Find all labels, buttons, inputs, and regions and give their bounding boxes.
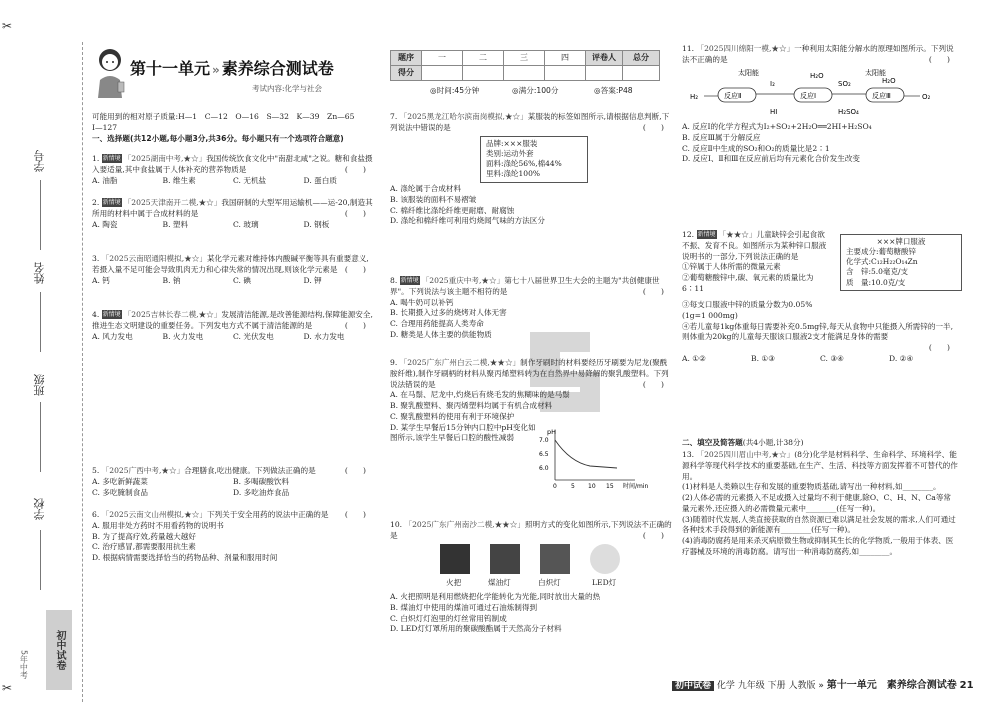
option-b[interactable]: B. 火力发电: [162, 331, 204, 341]
class-label: 班级: [33, 374, 46, 396]
scissors-icon: ✂: [2, 19, 13, 33]
option-a[interactable]: A. 多吃新鲜蔬菜: [92, 476, 148, 486]
new-situation-tag: 新情境: [697, 231, 716, 238]
answer-paren[interactable]: ( ): [344, 164, 366, 174]
score-cell[interactable]: [586, 66, 623, 81]
question-11-options: [682, 122, 958, 165]
question-11: 11. 「2025四川绵阳一模,★☆」一种利用太阳能分解水的原理如图所示。下列说法不正确的是 ( ): [682, 44, 954, 64]
option-d[interactable]: D. 反应Ⅰ、Ⅱ和Ⅲ在反应前后均有元素化合价发生改变: [682, 154, 861, 164]
question-source: 「2025四川绵阳一模,★☆」: [696, 44, 795, 53]
label-line: 品牌:×××服装: [486, 139, 538, 148]
question-source: 「2025天津南开二模,★☆」: [123, 198, 222, 207]
h2-label: H₂: [690, 93, 699, 101]
answer-paren[interactable]: ( ): [344, 320, 366, 330]
score-header-cell: 题序: [391, 51, 422, 66]
y-tick: 7.0: [539, 437, 549, 444]
option-d[interactable]: D. 多吃油炸食品: [233, 487, 290, 497]
option-a[interactable]: A. ①②: [682, 353, 706, 363]
score-header-cell: 评卷人: [586, 51, 623, 66]
sub-question-4[interactable]: (4)消毒防腐药是用来杀灭病原微生物或抑制其生长的化学物质,一般用于体表、医疗器械及环境的消毒防腐。请写出一种消毒防腐药,如________。: [682, 536, 954, 557]
y-axis-label: pH: [547, 428, 557, 436]
sub-question-3[interactable]: (3)随着时代发展,人类直接获取的自然资源已难以满足社会发展的需求,人们可通过各种技术手段得到的新能源有________(任写一种)。: [682, 514, 956, 535]
option-d[interactable]: D. 钢板: [303, 219, 330, 229]
statement-item: (1g=1 000mg): [682, 310, 738, 320]
y-tick: 6.0: [539, 465, 549, 472]
student-number-label: 学号: [33, 150, 46, 172]
statement-item: ②葡萄糖酸锌中,碳、氧元素的质量比为6∶11: [682, 273, 814, 293]
name-line: [40, 292, 41, 352]
label-line: 里料:涤纶100%: [486, 169, 540, 179]
image-caption: 火把: [446, 578, 462, 587]
option-a[interactable]: A. 涤纶属于合成材料: [390, 184, 462, 193]
page-title: 第十一单元 » 素养综合测试卷: [130, 59, 334, 78]
question-1: 1. 新情境 「2025湖南中考,★☆」我国传统饮食文化中"南甜北咸"之说。糖和食盐摄入要适量,其中食盐属于人体补充的营养物质是 ( ) A. 油脂 B. 维生素 C. 无机盐 D. 蛋白质: [92, 154, 373, 185]
option-b[interactable]: B. 长期摄入过多的烧烤对人体无害: [390, 308, 507, 318]
cut-line: [82, 42, 83, 702]
new-situation-tag: 新情境: [102, 199, 121, 206]
option-b[interactable]: B. 反应Ⅲ属于分解反应: [682, 132, 761, 142]
school-line: [40, 530, 41, 590]
answer-paren[interactable]: ( ): [642, 530, 664, 540]
question-text: 合理膳食,吃出健康。下列做法正确的是: [184, 466, 316, 475]
reaction-label: 反应Ⅱ: [724, 92, 742, 100]
name-label: 姓名: [33, 262, 46, 284]
question-7: 7. 「2025黑龙江哈尔滨南岗模拟,★☆」某服装的标签如图所示,请根据信息判断,下列说法中错误的是 ( ): [390, 112, 670, 132]
statement-item: ④若儿童每1kg体重每日需要补充0.5mg锌,每天从食物中只能摄入所需锌的一半,则体重为20kg的儿童每天服该口服液2支才能满足身体的需要: [682, 321, 954, 342]
i2-label: I₂: [770, 80, 775, 88]
question-9: 9. 「2025广东广州白云二模,★★☆」制作牙刷时的材料要经历牙刷要为尼龙(聚酰胺纤维),制作牙刷柄的材料从聚丙烯塑料转为在自然界中易降解的聚乳酸塑料。下列说法错误的是 ( ) A. 在马鬃、尼龙中,灼烧后有烧毛发的焦糊味的是马鬃 B. 聚乳酸塑料、聚丙烯塑料均属于有机合成材料 C. 聚乳酸塑料的使用有利于环境保护 D. 某学生早餐后15分钟内口腔中pH变化如图所示,该学生早餐后口腔的酸性减弱: [390, 358, 672, 444]
image-caption: 煤油灯: [488, 578, 511, 587]
question-text: 第七十八届世界卫生大会的主题为"共创健康世界"。下列说法与该主题不相符的是: [390, 276, 660, 296]
question-source: 「2025四川眉山中考,★☆」: [696, 450, 795, 459]
question-source: 「2025黑龙江哈尔滨南岗模拟,★☆」: [399, 112, 528, 121]
question-text: 某化学元素对维持体内酸碱平衡等具有重要意义,若摄入量不足可能会导致肌肉无力和心律失常的情况出现,则该化学元素是: [92, 254, 369, 274]
score-info: ◎满分:100分: [512, 86, 559, 95]
new-situation-tag: 新情境: [400, 277, 419, 284]
answer-paren[interactable]: ( ): [642, 379, 664, 389]
option-b[interactable]: B. ①③: [751, 353, 776, 363]
question-source: 「2025重庆中考,★☆」: [421, 276, 505, 285]
question-text: 发展清洁能源,是改善能源结构,保障能源安全,推进生态文明建设的重要任务。下列发电方式不属于清洁能源的是: [92, 310, 373, 330]
option-b[interactable]: B. 为了提高疗效,药量越大越好: [92, 531, 196, 541]
option-b[interactable]: B. 钠: [162, 275, 181, 285]
intro-block: [92, 112, 374, 144]
question-text: 我国传统饮食文化中"南甜北咸"之说。糖和食盐摄入要适量,其中食盐属于人体补充的营养物质是: [92, 154, 373, 174]
option-d[interactable]: D. 钾: [303, 275, 322, 285]
option-c[interactable]: C. 反应Ⅱ中生成的SO₂和O₂的质量比是2∶1: [682, 143, 830, 153]
question-text: 化学是材料科学、生命科学、环境科学、能源科学等现代科学技术的重要基础,在生产、生活、科技等方面发挥着不可替代的作用。: [682, 450, 958, 481]
option-c[interactable]: C. 合理用药能提高人类寿命: [390, 319, 484, 329]
sub-question-2[interactable]: (2)人体必需的元素摄入不足或摄入过量均不利于健康,除O、C、H、N、Ca等常量元素外,还应摄入的必需微量元素中________(任写一种)。: [682, 493, 952, 513]
question-score: (8分): [794, 450, 813, 459]
option-c[interactable]: C. 玻璃: [233, 219, 259, 229]
question-source: 「2025云南文山州模拟,★☆」: [101, 510, 207, 519]
option-b[interactable]: B. 多喝碳酸饮料: [233, 476, 289, 486]
score-header-cell: 一: [422, 51, 463, 66]
hi-label: HI: [770, 108, 778, 116]
x-tick: 5: [571, 483, 575, 490]
option-a[interactable]: A. 陶瓷: [92, 219, 118, 229]
ph-curve: [555, 440, 617, 468]
question-2: 2. 新情境 「2025天津南开二模,★☆」我国研制的大型军用运输机——运-20,制造其所用的材料中属于合成材料的是 ( ) A. 陶瓷 B. 塑料 C. 玻璃 D. 钢板: [92, 198, 373, 229]
question-8: 8. 新情境 「2025重庆中考,★☆」第七十八届世界卫生大会的主题为"共创健康世界"。下列说法与该主题不相符的是 ( ) A. 喝牛奶可以补钙 B. 长期摄入过多的烧烤对人体无害 C. 合理用药能提高人类寿命 D. 糖类是人体主要的供能物质: [390, 276, 672, 341]
question-text: 一种利用太阳能分解水的原理如图所示。下列说法不正确的是: [682, 44, 954, 64]
footer-arrow: »: [818, 681, 824, 691]
question-source: 「2025广西中考,★☆」: [101, 466, 185, 475]
atomic-mass-2: I—127: [92, 122, 118, 132]
option-d[interactable]: D. 某学生早餐后15分钟内口腔中pH变化如图所示,该学生早餐后口腔的酸性减弱: [390, 422, 536, 443]
question-source: 「2025吉林长春二模,★☆」: [123, 310, 222, 319]
option-c[interactable]: C. 光伏发电: [233, 331, 274, 341]
sub-question-1[interactable]: (1)材料是人类赖以生存和发展的重要物质基础,请写出一种材料,如________。: [682, 482, 941, 492]
score-header-cell: 二: [463, 51, 504, 66]
question-5: 5. 「2025广西中考,★☆」合理膳食,吃出健康。下列做法正确的是 ( ) A. 多吃新鲜蔬菜 B. 多喝碳酸饮料 C. 多吃腌制食品 D. 多吃油炸食品: [92, 466, 374, 498]
time-info: ◎时间:45分钟: [430, 86, 480, 95]
led-lamp-image: [590, 544, 620, 574]
kerosene-lamp-image: [490, 544, 520, 574]
option-d[interactable]: D. 糖类是人体主要的供能物质: [390, 329, 492, 339]
label-line: 面料:涤纶56%,棉44%: [486, 159, 562, 169]
answer-paren[interactable]: ( ): [344, 208, 366, 218]
x-tick: 10: [588, 483, 596, 490]
question-text: 某服装的标签如图所示,请根据信息判断,下列说法中错误的是: [390, 112, 670, 132]
option-b[interactable]: B. 维生素: [162, 175, 196, 185]
sunlight-label: 太阳能: [738, 69, 759, 77]
question-13: 13. 「2025四川眉山中考,★☆」(8分)化学是材料科学、生命科学、环境科学、能源科学等现代科学技术的重要基础,在生产、生活、科技等方面发挥着不可替代的作用。 (1)材料是人类赖以生存和发展的重要物质基础,请写出一种材料,如________。 (2)人体必需的元素摄入不足或摄入过量均不利于健康,除O、C、H、N、Ca等常量元素外,还应摄入的必需微量元素中________(任写一种)。 (3)随着时代发展,人类直接获取的自然资源已难以满足社会发展的需求,人们可通过各种技术手段得到的新能源有________(任写一种)。 (4)消毒防腐药是用来杀灭病原微生物或抑制其生长的化学物质,一般用于体表、医疗器械及环境的消毒防腐。请写出一种消毒防腐药,如________。: [682, 450, 958, 557]
question-3: 3. 「2025云南昭通阳模拟,★☆」某化学元素对维持体内酸碱平衡等具有重要意义,若摄入量不足可能会导致肌肉无力和心律失常的情况出现,则该化学元素是 ( ) A. 钙 B. 钠 C. 碘 D. 钾: [92, 254, 374, 286]
cartoon-girl-illustration: [92, 44, 128, 100]
brand-logo: [46, 610, 72, 690]
option-d[interactable]: D. 水力发电: [303, 331, 345, 341]
option-d[interactable]: D. 涤纶和棉纤维可利用灼烧闻气味的方法区分: [390, 216, 545, 226]
footer-unit: 第十一单元 素养综合测试卷: [826, 680, 957, 691]
option-b[interactable]: B. 塑料: [162, 219, 189, 229]
label-line: 含 锌:5.0毫克/支: [846, 267, 908, 277]
answer-paren[interactable]: ( ): [928, 343, 950, 353]
question-12: 12. 新情境 「★★☆」儿童缺锌会引起食欲不振、发育不良。如图所示为某种锌口服液说明书的一部分,下列说法正确的是 ①锌属于人体所需的微量元素 ②葡萄糖酸锌中,碳、氧元素的质量比为6∶11: [682, 230, 832, 295]
option-c[interactable]: C. 多吃腌制食品: [92, 487, 148, 497]
page-number: 21: [959, 680, 974, 691]
statement-item: ③每支口服液中锌的质量分数为0.05%: [682, 300, 813, 309]
question-source: 「★★☆」: [718, 230, 757, 239]
option-c[interactable]: C. 无机盐: [233, 175, 267, 185]
lighting-images: [440, 544, 640, 590]
section-2-heading: [682, 438, 958, 449]
reaction-label: 反应Ⅰ: [800, 92, 817, 100]
label-line: 化学式:C₁₂H₂₂O₁₄Zn: [846, 257, 918, 267]
question-text: 儿童缺锌会引起食欲不振、发育不良。如图所示为某种锌口服液说明书的一部分,下列说法正确的是: [682, 230, 827, 261]
scissors-icon: ✂: [2, 681, 13, 695]
h2o-label: H₂O: [882, 77, 896, 85]
atomic-mass: 可能用到的相对原子质量:H—1 C—12 O—16 S—32 K—39 Zn—65: [92, 112, 355, 121]
option-a[interactable]: A. 喝牛奶可以补钙: [390, 297, 454, 307]
answer-paren[interactable]: ( ): [344, 510, 366, 519]
question-text: 照明方式的变化如图所示,下列说法不正确的是: [390, 520, 672, 540]
clothing-label-card: [480, 136, 588, 183]
new-situation-tag: 新情境: [102, 155, 121, 162]
section-2-title: 二、填空及简答题: [682, 438, 743, 447]
option-c[interactable]: C. 聚乳酸塑料的使用有利于环境保护: [390, 411, 515, 421]
option-d[interactable]: D. 根据病情需要选择恰当的药物品种、剂量和服用时间: [92, 553, 278, 563]
question-source: 「2025广东广州白云二模,★★☆」: [399, 358, 521, 367]
question-10-options: [390, 592, 672, 635]
option-d[interactable]: D. ②④: [889, 353, 914, 363]
question-6: 6. 「2025云南文山州模拟,★☆」下列关于安全用药的说法中正确的是 ( ) A. 服用非处方药时不用看药物的说明书 B. 为了提高疗效,药量越大越好 C. 治疗感冒,都需要服用抗生素 D. 根据病情需要选择恰当的药物品种、剂量和服用时间: [92, 510, 374, 564]
student-number-line: [40, 180, 41, 250]
score-header-cell: 四: [545, 51, 586, 66]
score-header-cell: 三: [504, 51, 545, 66]
footer-badge: 初中试卷: [672, 681, 714, 691]
answer-info: ◎答案:P48: [594, 86, 633, 95]
question-4: 4. 新情境 「2025吉林长春二模,★☆」发展清洁能源,是改善能源结构,保障能源安全,推进生态文明建设的重要任务。下列发电方式不属于清洁能源的是 ( ) A. 风力发电 B. 火力发电 C. 光伏发电 D. 水力发电: [92, 310, 373, 341]
score-cell[interactable]: [623, 66, 660, 81]
option-c[interactable]: C. 碘: [233, 275, 251, 285]
option-a[interactable]: A. 风力发电: [92, 331, 133, 341]
option-c[interactable]: C. 棉纤维比涤纶纤维更耐磨、耐腐蚀: [390, 205, 515, 215]
option-a[interactable]: A. 油脂: [92, 175, 118, 185]
section-1-title: 一、选择题(共12小题,每小题3分,共36分。每小题只有一个选项符合题意): [92, 133, 344, 143]
footer-book-info: 化学 九年级 下册 人教版: [716, 681, 816, 691]
option-c[interactable]: C. 治疗感冒,都需要服用抗生素: [92, 542, 196, 552]
option-d[interactable]: D. 蛋白质: [303, 175, 337, 185]
incandescent-bulb-image: [540, 544, 570, 574]
statement-item: ①锌属于人体所需的微量元素: [682, 262, 781, 272]
question-7-options: [390, 184, 672, 227]
h2o-label: H₂O: [810, 72, 824, 80]
section-2-note: (共4小题,计38分): [742, 438, 804, 447]
score-cell[interactable]: [545, 66, 586, 81]
answer-paren[interactable]: ( ): [642, 122, 664, 132]
y-tick: 6.5: [539, 451, 549, 458]
question-source: 「2025广东广州南沙二模,★★☆」: [404, 520, 525, 529]
reaction-label: 反应Ⅲ: [872, 92, 891, 100]
option-a[interactable]: A. 在马鬃、尼龙中,灼烧后有烧毛发的焦糊味的是马鬃: [390, 390, 570, 400]
score-row-label: 得分: [391, 66, 422, 81]
ph-chart: [535, 424, 665, 492]
x-tick: 0: [553, 483, 557, 490]
option-a[interactable]: A. 反应Ⅰ的化学方程式为I₂+SO₂+2H₂O══2HI+H₂SO₄: [682, 122, 872, 131]
page-footer: [672, 679, 974, 693]
score-cell[interactable]: [422, 66, 463, 81]
school-label: 学校: [33, 498, 46, 520]
option-a[interactable]: A. 钙: [92, 275, 110, 285]
label-title: ×××牌口服液: [876, 237, 926, 246]
answer-paren[interactable]: ( ): [344, 466, 366, 475]
option-b[interactable]: B. 煤油灯中使用的煤油可通过石油炼制得到: [390, 602, 538, 612]
question-10: 10. 「2025广东广州南沙二模,★★☆」照明方式的变化如图所示,下列说法不正确的是 ( ): [390, 520, 672, 540]
brand-text: 初中试卷: [54, 630, 65, 670]
option-c[interactable]: C. ③④: [820, 353, 844, 363]
score-table: [390, 50, 660, 81]
option-a[interactable]: A. 服用非处方药时不用看药物的说明书: [92, 520, 224, 530]
x-tick: 15: [606, 483, 614, 490]
question-text: 制作牙刷时的材料要经历牙刷要为尼龙(聚酰胺纤维),制作牙刷柄的材料从聚丙烯塑料转为在自然界中易降解的聚乳酸塑料。下列说法错误的是: [390, 358, 669, 389]
option-d[interactable]: D. LED灯灯罩所用的聚碳酸酯属于天然高分子材料: [390, 624, 562, 634]
label-line: 类别:运动外套: [486, 149, 534, 159]
x-axis-label: 时间/min: [623, 483, 649, 490]
option-c[interactable]: C. 白炽灯灯泡里的灯丝常用钨制成: [390, 613, 507, 623]
score-header-cell: 总分: [623, 51, 660, 66]
question-text: 下列关于安全用药的说法中正确的是: [206, 510, 329, 519]
image-caption: LED灯: [592, 578, 617, 587]
label-line: 主要成分:葡萄糖酸锌: [846, 247, 917, 257]
score-cell[interactable]: [463, 66, 504, 81]
question-source: 「2025云南昭通阳模拟,★☆」: [101, 254, 207, 263]
o2-label: O₂: [922, 93, 931, 101]
exam-content: 考试内容:化学与社会: [252, 84, 323, 93]
label-line: 质 量:10.0克/支: [846, 277, 906, 287]
image-caption: 白炽灯: [538, 578, 561, 587]
answer-paren[interactable]: ( ): [928, 54, 950, 64]
brand-text-2: 5年中考: [19, 650, 29, 680]
class-line: [40, 402, 41, 472]
question-text: 我国研制的大型军用运输机——运-20,制造其所用的材料中属于合成材料的是: [92, 198, 373, 218]
sunlight-label: 太阳能: [865, 69, 886, 77]
h2so4-label: H₂SO₄: [838, 108, 859, 116]
so2-label: SO₂: [838, 80, 851, 88]
answer-paren[interactable]: ( ): [344, 264, 366, 274]
new-situation-tag: 新情境: [102, 311, 121, 318]
question-source: 「2025湖南中考,★☆」: [123, 154, 207, 163]
option-b[interactable]: B. 聚乳酸塑料、聚丙烯塑料均属于有机合成材料: [390, 401, 553, 411]
oral-liquid-label-card: [840, 234, 962, 291]
option-a[interactable]: A. 火把照明是利用燃烧把化学能转化为光能,同时放出大量的热: [390, 592, 601, 601]
option-b[interactable]: B. 该服装的面料不易褶皱: [390, 194, 477, 204]
score-cell[interactable]: [504, 66, 545, 81]
answer-paren[interactable]: ( ): [642, 286, 664, 296]
question-12-rest: [682, 300, 958, 365]
torch-image: [440, 544, 470, 574]
water-splitting-diagram: [690, 66, 940, 120]
